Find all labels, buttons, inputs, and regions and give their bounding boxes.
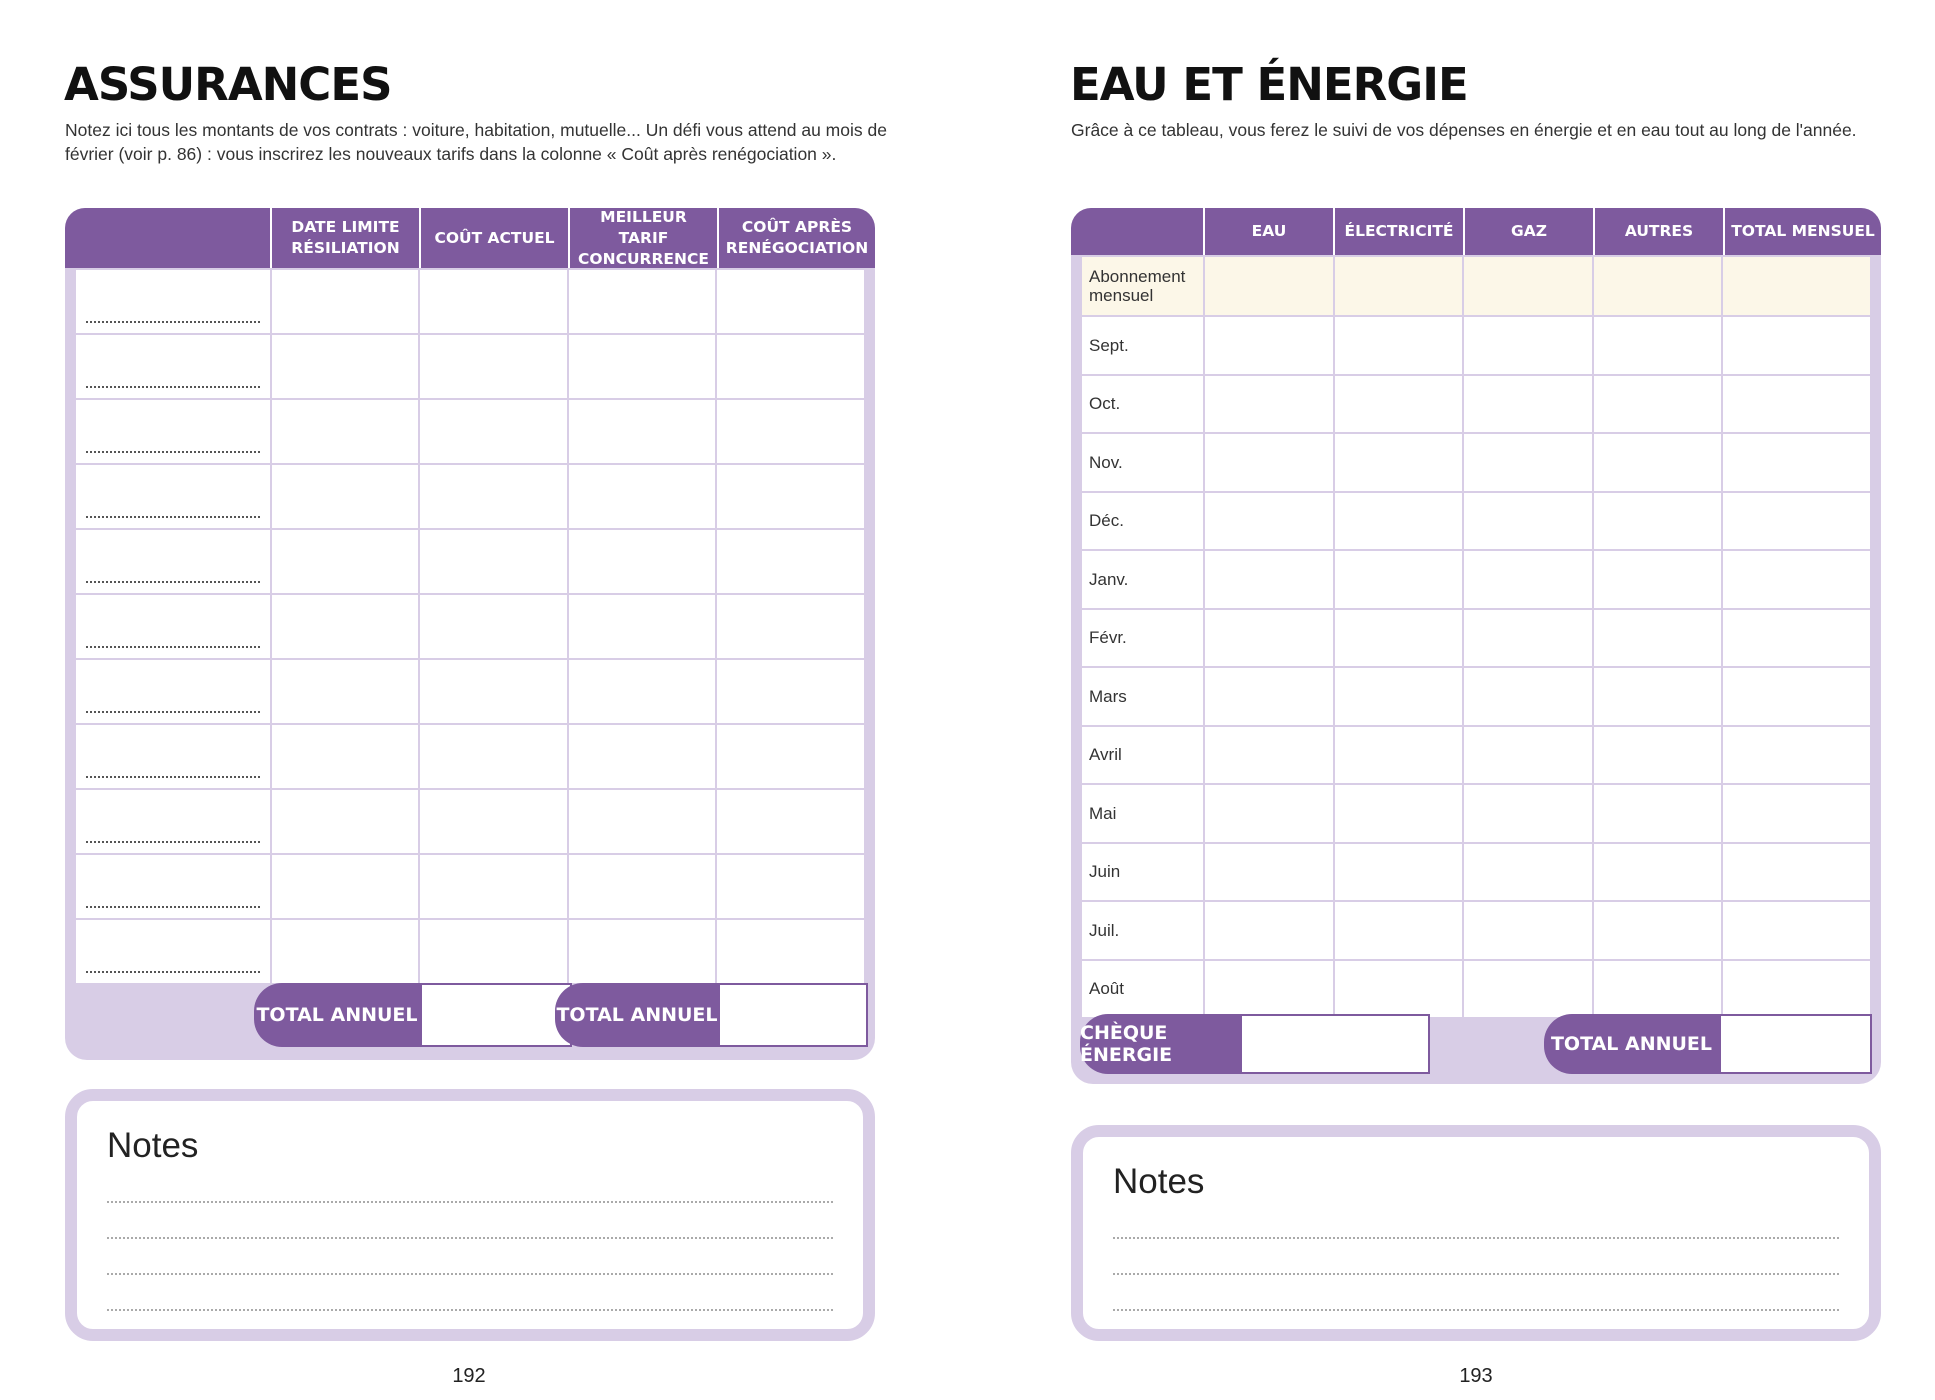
table-cell[interactable] [1722,433,1871,492]
row-label: Mai [1081,784,1204,843]
notes-line [107,1237,833,1239]
table-cell[interactable] [1204,256,1334,316]
table-cell[interactable] [1204,609,1334,668]
table-cell[interactable] [1593,375,1723,434]
table-cell[interactable] [271,854,420,919]
table-cell[interactable] [716,399,865,464]
table-cell[interactable] [271,269,420,334]
energy-table-header [1071,208,1881,255]
table-cell[interactable] [1722,667,1871,726]
table-cell[interactable] [1593,784,1723,843]
table-row [75,854,865,919]
total-annuel-label-2: TOTAL ANNUEL [555,983,719,1047]
header-gaz: GAZ [1463,208,1593,255]
table-row [75,789,865,854]
table-cell[interactable] [419,789,568,854]
table-row [1081,609,1871,668]
table-cell[interactable] [1593,316,1723,375]
table-cell[interactable] [1204,901,1334,960]
row-label: Juin [1081,843,1204,902]
table-cell[interactable] [271,919,420,984]
table-cell[interactable] [271,724,420,789]
table-cell[interactable] [1593,960,1723,1019]
page-number: 192 [452,1365,486,1387]
table-cell[interactable] [716,334,865,399]
table-cell[interactable] [419,399,568,464]
table-cell[interactable] [271,464,420,529]
table-row [1081,960,1871,1019]
page-number: 193 [1459,1365,1493,1387]
header-blank [1071,208,1203,255]
dotted-line [86,841,260,843]
row-label: Mars [1081,667,1204,726]
contract-name-cell[interactable] [75,724,271,789]
table-cell[interactable] [1722,784,1871,843]
header-meilleur-tarif: MEILLEUR TARIF CONCURRENCE [568,208,717,268]
table-cell[interactable] [568,789,717,854]
header-cout-actuel: COÛT ACTUEL [419,208,568,268]
table-cell[interactable] [568,594,717,659]
table-row [75,659,865,724]
insurance-table [74,268,866,985]
header-date-limite: DATE LIMITE RÉSILIATION [270,208,419,268]
table-cell[interactable] [1593,901,1723,960]
total-annuel-label: TOTAL ANNUEL [1544,1014,1719,1074]
table-cell[interactable] [1463,609,1593,668]
intro-text: Notez ici tous les montants de vos contrats : voiture, habitation, mutuelle... Un défi vous attend au mois de février (voir p. 86) : vous inscrirez les nouveaux tarifs dans la colonne « Coût après renégociation ». [65,120,887,164]
table-row [1081,433,1871,492]
table-cell[interactable] [1334,843,1464,902]
dotted-line [86,516,260,518]
row-label: Juil. [1081,901,1204,960]
table-cell[interactable] [568,399,717,464]
table-cell[interactable] [1334,256,1464,316]
total-annuel-field[interactable] [1719,1014,1872,1074]
table-cell[interactable] [419,464,568,529]
total-annuel-field-2[interactable] [718,983,868,1047]
contract-name-cell[interactable] [75,659,271,724]
table-cell[interactable] [716,269,865,334]
table-cell[interactable] [1334,784,1464,843]
contract-name-cell[interactable] [75,594,271,659]
table-cell[interactable] [271,399,420,464]
table-cell[interactable] [1463,256,1593,316]
table-cell[interactable] [1722,726,1871,785]
table-cell[interactable] [419,334,568,399]
cheque-energie-field[interactable] [1240,1014,1430,1074]
notes-line [1113,1273,1839,1275]
table-cell[interactable] [568,529,717,594]
table-cell[interactable] [419,854,568,919]
dotted-line [86,776,260,778]
table-cell[interactable] [716,529,865,594]
page-title: EAU ET ÉNERGIE [1070,58,1468,111]
dotted-line [86,321,260,323]
table-cell[interactable] [1722,256,1871,316]
table-cell[interactable] [716,659,865,724]
table-cell[interactable] [1334,901,1464,960]
contract-name-cell[interactable] [75,269,271,334]
table-row [1081,256,1871,316]
table-cell[interactable] [419,269,568,334]
row-label: Nov. [1081,433,1204,492]
table-cell[interactable] [1204,375,1334,434]
table-cell[interactable] [1722,609,1871,668]
row-label: Déc. [1081,492,1204,551]
row-label: Janv. [1081,550,1204,609]
table-cell[interactable] [1463,726,1593,785]
header-total-mensuel: TOTAL MENSUEL [1723,208,1881,255]
table-cell[interactable] [1463,375,1593,434]
table-row [75,594,865,659]
row-label: Oct. [1081,375,1204,434]
table-cell[interactable] [1204,726,1334,785]
header-electricite: ÉLECTRICITÉ [1333,208,1463,255]
table-cell[interactable] [716,789,865,854]
table-cell[interactable] [271,659,420,724]
table-row [1081,375,1871,434]
table-row [1081,316,1871,375]
contract-name-cell[interactable] [75,854,271,919]
table-cell[interactable] [716,724,865,789]
table-row [1081,667,1871,726]
table-row [75,334,865,399]
dotted-line [86,386,260,388]
table-cell[interactable] [1334,667,1464,726]
table-row [1081,784,1871,843]
table-cell[interactable] [271,789,420,854]
table-cell[interactable] [716,854,865,919]
table-cell[interactable] [716,464,865,529]
table-row [75,464,865,529]
table-cell[interactable] [1334,433,1464,492]
table-cell[interactable] [716,919,865,984]
dotted-line [86,646,260,648]
table-cell[interactable] [1334,609,1464,668]
table-cell[interactable] [1204,492,1334,551]
table-cell[interactable] [419,724,568,789]
table-cell[interactable] [1722,901,1871,960]
row-label: Févr. [1081,609,1204,668]
page-title: ASSURANCES [64,58,392,111]
table-cell[interactable] [1334,316,1464,375]
contract-name-cell[interactable] [75,399,271,464]
right-page [968,0,1935,1400]
table-cell[interactable] [1593,256,1723,316]
table-cell[interactable] [1722,843,1871,902]
table-cell[interactable] [1334,550,1464,609]
notes-line [1113,1237,1839,1239]
table-cell[interactable] [1334,375,1464,434]
insurance-table-header [65,208,875,268]
notes-box[interactable] [65,1089,875,1341]
notes-line [107,1309,833,1311]
table-cell[interactable] [1722,316,1871,375]
table-cell[interactable] [1593,433,1723,492]
table-cell[interactable] [568,724,717,789]
table-cell[interactable] [1463,667,1593,726]
dotted-line [86,581,260,583]
table-cell[interactable] [419,529,568,594]
header-eau: EAU [1203,208,1333,255]
table-cell[interactable] [1463,901,1593,960]
total-annuel-label-1: TOTAL ANNUEL [254,983,420,1047]
header-blank [65,208,270,268]
intro-text: Grâce à ce tableau, vous ferez le suivi de vos dépenses en énergie et en eau tout au long de l'année. [1071,120,1857,140]
table-cell[interactable] [1204,843,1334,902]
notes-box[interactable] [1071,1125,1881,1341]
notes-line [107,1273,833,1275]
dotted-line [86,971,260,973]
contract-name-cell[interactable] [75,529,271,594]
table-cell[interactable] [1463,843,1593,902]
header-cout-apres: COÛT APRÈS RENÉGOCIATION [717,208,875,268]
table-row [75,269,865,334]
table-row [75,529,865,594]
table-cell[interactable] [1334,726,1464,785]
total-annuel-field-1[interactable] [420,983,572,1047]
table-cell[interactable] [1204,784,1334,843]
table-cell[interactable] [1593,667,1723,726]
table-cell[interactable] [1722,550,1871,609]
table-cell[interactable] [1463,784,1593,843]
energy-table [1080,255,1872,1019]
table-row [75,919,865,984]
table-cell[interactable] [1722,960,1871,1019]
contract-name-cell[interactable] [75,334,271,399]
header-autres: AUTRES [1593,208,1723,255]
table-cell[interactable] [1204,433,1334,492]
table-cell[interactable] [568,919,717,984]
table-row [1081,492,1871,551]
table-cell[interactable] [1463,550,1593,609]
table-cell[interactable] [271,594,420,659]
row-label: Août [1081,960,1204,1019]
table-cell[interactable] [271,529,420,594]
left-page [0,0,967,1400]
notes-line [107,1201,833,1203]
table-cell[interactable] [568,334,717,399]
dotted-line [86,711,260,713]
table-row [1081,901,1871,960]
notes-title: Notes [107,1126,199,1165]
table-cell[interactable] [1593,609,1723,668]
table-cell[interactable] [1463,433,1593,492]
table-row [1081,550,1871,609]
table-cell[interactable] [1463,492,1593,551]
table-cell[interactable] [568,464,717,529]
table-cell[interactable] [716,594,865,659]
contract-name-cell[interactable] [75,919,271,984]
table-cell[interactable] [1593,843,1723,902]
table-row [1081,726,1871,785]
table-cell[interactable] [271,334,420,399]
table-cell[interactable] [1463,316,1593,375]
notes-line [1113,1309,1839,1311]
table-cell[interactable] [1204,316,1334,375]
table-cell[interactable] [568,659,717,724]
notes-title: Notes [1113,1162,1205,1201]
table-cell[interactable] [1334,960,1464,1019]
row-label: Sept. [1081,316,1204,375]
table-cell[interactable] [1722,492,1871,551]
table-row [75,399,865,464]
table-cell[interactable] [1593,492,1723,551]
row-label: Avril [1081,726,1204,785]
row-label: Abonnement mensuel [1081,256,1204,316]
contract-name-cell[interactable] [75,789,271,854]
cheque-energie-label: CHÈQUE ÉNERGIE [1080,1014,1240,1074]
table-cell[interactable] [1593,550,1723,609]
table-cell[interactable] [419,659,568,724]
table-cell[interactable] [419,919,568,984]
contract-name-cell[interactable] [75,464,271,529]
table-cell[interactable] [568,854,717,919]
table-cell[interactable] [1722,375,1871,434]
table-row [1081,843,1871,902]
dotted-line [86,451,260,453]
table-cell[interactable] [1204,960,1334,1019]
table-cell[interactable] [568,269,717,334]
table-cell[interactable] [1204,667,1334,726]
table-row [75,724,865,789]
table-cell[interactable] [419,594,568,659]
table-cell[interactable] [1463,960,1593,1019]
table-cell[interactable] [1334,492,1464,551]
table-cell[interactable] [1593,726,1723,785]
table-cell[interactable] [1204,550,1334,609]
dotted-line [86,906,260,908]
